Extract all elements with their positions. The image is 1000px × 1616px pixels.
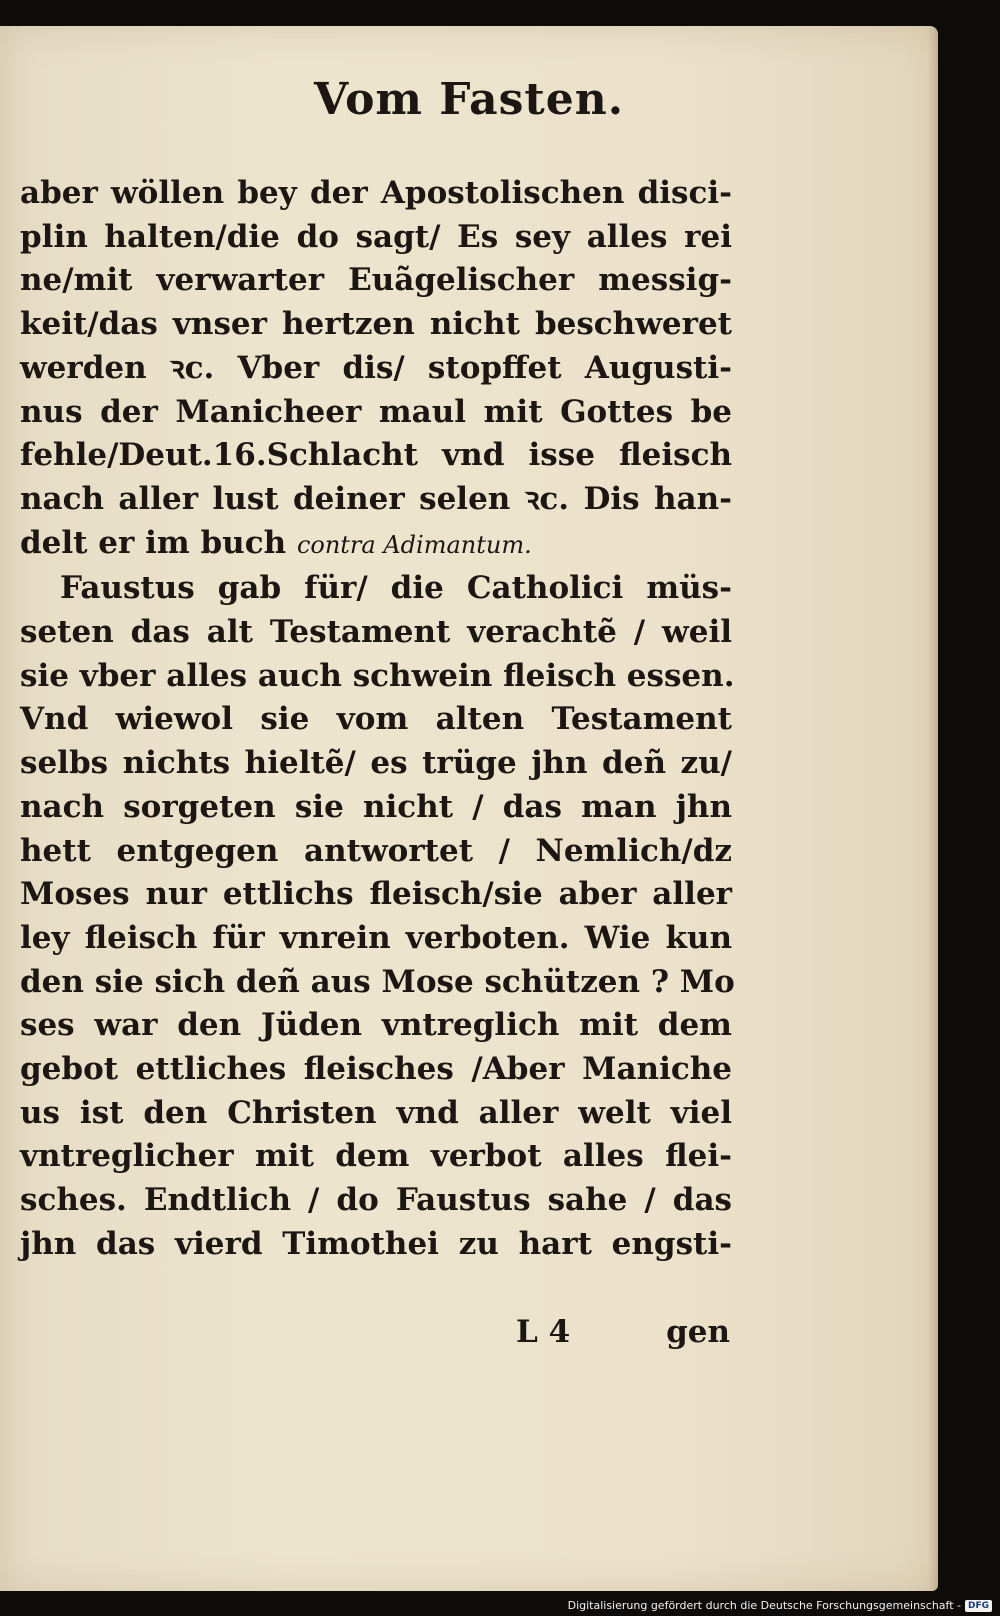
text-line-content: seten das alt Testament verachtẽ / weil (20, 614, 732, 651)
text-line (20, 522, 732, 568)
text-line-content: Moses nur ettlichs fleisch/sie aber aller (20, 876, 732, 913)
text-line (20, 434, 732, 478)
text-line-content: sches. Endtlich / do Faustus sahe / das (20, 1182, 732, 1219)
text-line-content: selbs nichts hieltẽ/ es trüge jhn deñ zu/ (20, 745, 732, 782)
text-line-content: den sie sich deñ aus Mose schützen ? Mo (20, 963, 735, 1000)
body-text (20, 172, 735, 1267)
text-line (20, 698, 732, 742)
page-footer (516, 1314, 730, 1350)
credit-text: Digitalisierung gefördert durch die Deutsche Forschungsgemeinschaft - (567, 1599, 961, 1612)
text-line (20, 172, 732, 216)
text-line (20, 303, 732, 347)
text-line (20, 961, 735, 1005)
text-line (20, 1092, 732, 1136)
text-line-content: jhn das vierd Timothei zu hart engsti- (20, 1225, 732, 1262)
text-line (20, 742, 732, 786)
text-line (20, 567, 732, 611)
text-line-content: plin halten/die do sagt/ Es sey alles rei (20, 218, 732, 255)
text-line (20, 478, 732, 522)
text-line (20, 391, 732, 435)
catchword: gen (666, 1314, 730, 1350)
text-line-content: hett entgegen antwortet / Nemlich/dz (20, 832, 732, 869)
text-line (20, 655, 735, 699)
text-line-content: Faustus gab für/ die Catholici müs- (60, 570, 732, 607)
signature-mark: L 4 (516, 1314, 571, 1350)
text-line-content: sie vber alles auch schwein fleisch essen. (20, 657, 735, 694)
text-line (20, 1048, 732, 1092)
running-head: Vom Fasten. (313, 74, 625, 125)
text-line-content: ley fleisch für vnrein verboten. Wie kun (20, 919, 732, 956)
text-line-content: ne/mit verwarter Euãgelischer messig- (20, 262, 732, 299)
text-line-content: aber wöllen bey der Apostolischen disci- (20, 175, 732, 211)
text-line-content: vntreglicher mit dem verbot alles flei- (20, 1138, 732, 1175)
text-line (20, 216, 732, 260)
book-page (0, 26, 938, 1591)
text-line (20, 1135, 732, 1179)
text-line-content: gebot ettliches fleisches /Aber Maniche (20, 1051, 732, 1088)
text-line (20, 1179, 732, 1223)
text-line (20, 611, 732, 655)
text-line (20, 259, 732, 303)
text-line-content: keit/das vnser hertzen nicht beschweret (20, 306, 732, 343)
text-line-content: nach aller lust deiner selen ꝛc. Dis han- (20, 480, 732, 517)
text-line-content: fehle/Deut.16.Schlacht vnd isse fleisch (20, 437, 732, 474)
text-line (20, 347, 732, 391)
text-line-content: nus der Manicheer maul mit Gottes be (20, 393, 732, 430)
text-line (20, 917, 732, 961)
digitization-credit (568, 1599, 992, 1612)
text-line-content: Vnd wiewol sie vom alten Testament (20, 701, 732, 738)
text-line-content: nach sorgeten sie nicht / das man jhn (20, 788, 732, 825)
text-line (20, 873, 732, 917)
text-line-content: us ist den Christen vnd aller welt viel (20, 1094, 732, 1131)
text-line (20, 786, 732, 830)
text-line-content: werden ꝛc. Vber dis/ stopffet Augusti- (20, 349, 732, 386)
dfg-logo: DFG (965, 1600, 992, 1612)
text-line-content: ses war den Jüden vntreglich mit dem (20, 1007, 732, 1044)
text-line-content: delt er im buch (20, 524, 297, 561)
text-line (20, 1223, 732, 1267)
text-line (20, 830, 732, 874)
text-line (20, 1004, 732, 1048)
page-edge (928, 26, 938, 1591)
latin-citation: contra Adimantum. (296, 530, 532, 559)
